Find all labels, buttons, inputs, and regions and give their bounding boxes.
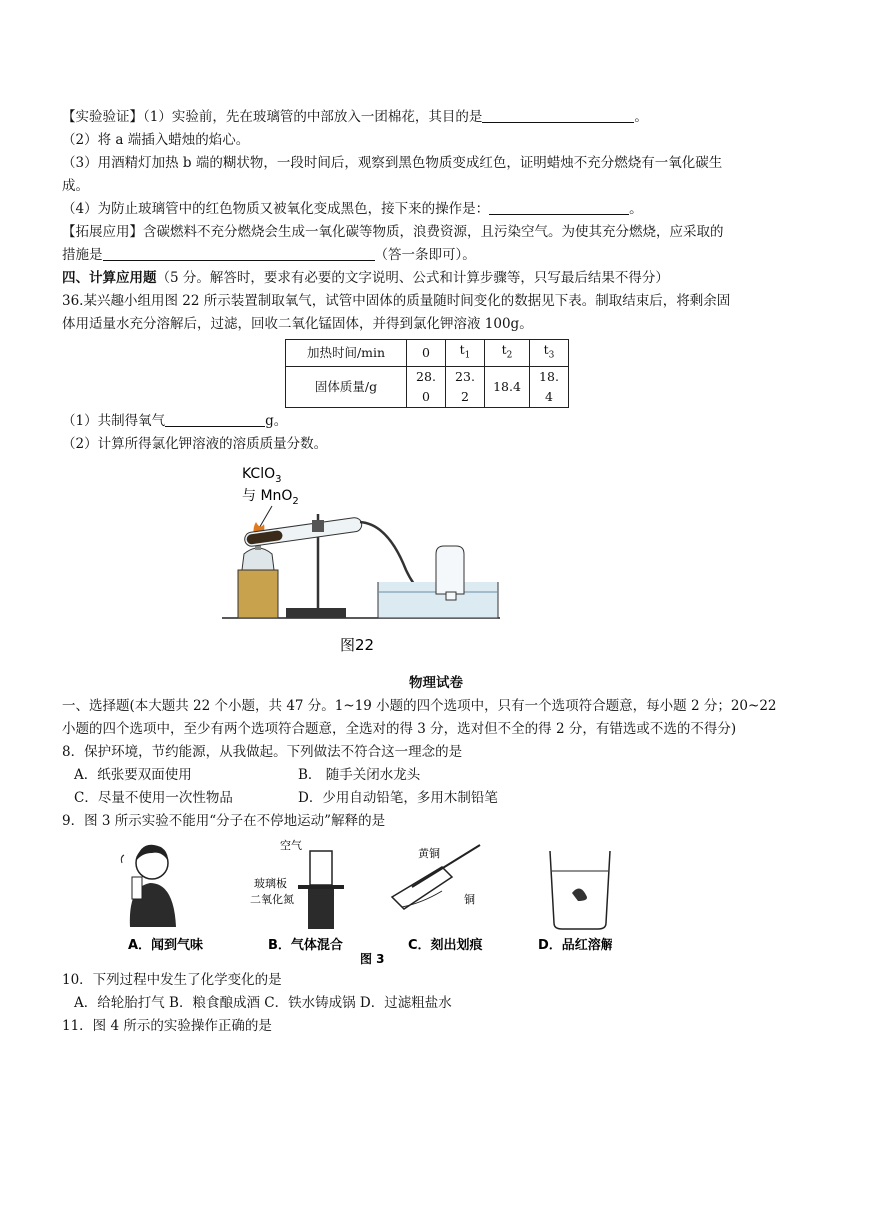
exp-verify-line-5 (62, 198, 810, 221)
figure-22 (220, 458, 520, 658)
text: 2 (461, 388, 469, 404)
table-row (286, 340, 569, 367)
option-c: C．尽量不使用一次性物品 (74, 789, 233, 806)
q8-options-row-1 (62, 764, 810, 787)
answer-blank (103, 245, 375, 261)
exp-verify-line-2: （2）将 a 端插入蜡烛的焰心。 (62, 132, 250, 148)
exp-verify-line-3: （3）用酒精灯加热 b 端的糊状物，一段时间后，观察到黑色物质变成红色，证明蜡烛不充分燃烧有一氧化碳生 (62, 155, 723, 171)
q36-sub-2: （2）计算所得氯化钾溶液的溶质质量分数。 (62, 435, 328, 452)
subscript: 1 (464, 350, 471, 361)
mno2-label: 与 MnO$_2$ (242, 487, 299, 507)
exam-page (62, 106, 810, 1038)
copper-label: 铜 (464, 892, 475, 906)
q10-options: A．给轮胎打气 B．粮食酿成酒 C．铁水铸成锅 D．过滤粗盐水 (74, 994, 452, 1011)
q36-line-1: 36.某兴趣小组用图 22 所示装置制取氧气，试管中固体的质量随时间变化的数据见下表。制取结束后，将剩余固 (62, 293, 731, 309)
text: g。 (265, 412, 288, 429)
section-note: （5 分。解答时，要求有必要的文字说明、公式和计算步骤等，只写最后结果不得分） (156, 270, 669, 286)
air-label: 空气 (280, 838, 302, 852)
answer-blank (489, 199, 629, 215)
answer-blank (165, 411, 265, 427)
text: 。 (629, 201, 643, 217)
figure-3 (92, 837, 612, 965)
option-a: A．纸张要双面使用 (74, 766, 192, 783)
text: t (543, 342, 549, 357)
table-cell (446, 366, 485, 407)
text: 28. (416, 368, 436, 384)
gas-mixing-figure (250, 838, 344, 929)
text: （1）共制得氧气 (62, 412, 166, 429)
scratch-figure (392, 845, 480, 909)
figure-caption: 图22 (340, 635, 375, 654)
molecular-motion-figures (92, 837, 612, 965)
text: 4 (545, 388, 553, 404)
q8-options-row-2 (62, 787, 810, 810)
text: t (459, 342, 465, 357)
table-cell: 18.4 (485, 366, 530, 407)
extension-line-1: 【拓展应用】含碳燃料不充分燃烧会生成一氧化碳等物质，浪费资源，且污染空气。为使其充分燃烧，应采取的 (62, 224, 724, 240)
caption-c: C．刻出划痕 (408, 937, 483, 953)
text: t (501, 342, 507, 357)
figure-caption: 图 3 (360, 951, 385, 965)
text: （4）为防止玻璃管中的红色物质又被氧化变成黑色，接下来的操作是： (62, 201, 490, 217)
exp-verify-line-1 (62, 106, 810, 129)
physics-title: 物理试卷 (409, 674, 463, 691)
text: 0 (422, 388, 430, 404)
table-cell: 固体质量/g (286, 366, 407, 407)
table-cell (530, 366, 569, 407)
table-header (446, 340, 485, 367)
table-header (485, 340, 530, 367)
wooden-block (238, 570, 278, 618)
oxygen-apparatus-diagram (220, 458, 520, 658)
caption-a: A．闻到气味 (128, 937, 204, 953)
kclo3-label: KClO$_3$ (242, 465, 282, 485)
text: 23. (455, 368, 475, 384)
beaker-figure (550, 851, 610, 929)
q10-stem: 10．下列过程中发生了化学变化的是 (62, 971, 282, 988)
text: 。 (634, 109, 648, 125)
choice-section-line-1: 一、选择题(本大题共 22 个小题，共 47 分。1~19 小题的四个选项中，只有一个选项符合题意，每小题 2 分；20~22 (62, 697, 777, 714)
table-header: 0 (407, 340, 446, 367)
caption-d: D．品红溶解 (538, 937, 612, 953)
text: 【实验验证】（1）实验前，先在玻璃管的中部放入一团棉花，其目的是 (62, 109, 483, 125)
caption-b: B．气体混合 (268, 937, 343, 953)
exp-verify-line-4: 成。 (62, 178, 89, 194)
stand-base (286, 608, 346, 618)
subscript: 2 (506, 350, 513, 361)
glass-plate-label: 玻璃板 (254, 876, 287, 890)
text: （答一条即可）。 (374, 247, 476, 263)
q11-stem: 11．图 4 所示的实验操作正确的是 (62, 1017, 272, 1034)
option-d: D．少用自动铅笔，多用木制铅笔 (298, 789, 498, 806)
text: 18. (539, 368, 559, 384)
answer-blank (482, 107, 634, 123)
smell-figure (121, 844, 176, 926)
table-header: 加热时间/min (286, 340, 407, 367)
q36-sub-1 (62, 410, 810, 433)
extension-line-2 (62, 244, 810, 267)
q8-stem: 8．保护环境，节约能源，从我做起。下列做法不符合这一理念的是 (62, 743, 463, 760)
subscript: 3 (548, 350, 555, 361)
choice-section-line-2: 小题的四个选项中，至少有两个选项符合题意，全选对的得 3 分，选对但不全的得 2 分，有错选或不选的不得分) (62, 720, 737, 737)
no2-label: 二氧化氮 (250, 892, 294, 906)
table-header (530, 340, 569, 367)
table-cell (407, 366, 446, 407)
section-4-heading (62, 267, 810, 290)
section-title: 四、计算应用题 (62, 270, 157, 286)
q9-stem: 9．图 3 所示实验不能用“分子在不停地运动”解释的是 (62, 812, 386, 829)
mass-table (285, 339, 569, 408)
option-b: B． 随手关闭水龙头 (298, 766, 421, 783)
table-row (286, 366, 569, 407)
brass-label: 黄铜 (418, 846, 440, 860)
q36-line-2: 体用适量水充分溶解后，过滤，回收二氧化锰固体，并得到氯化钾溶液 100g。 (62, 316, 533, 332)
text: 措施是 (62, 247, 103, 263)
gas-bottle (436, 546, 464, 594)
alcohol-lamp (242, 548, 274, 570)
